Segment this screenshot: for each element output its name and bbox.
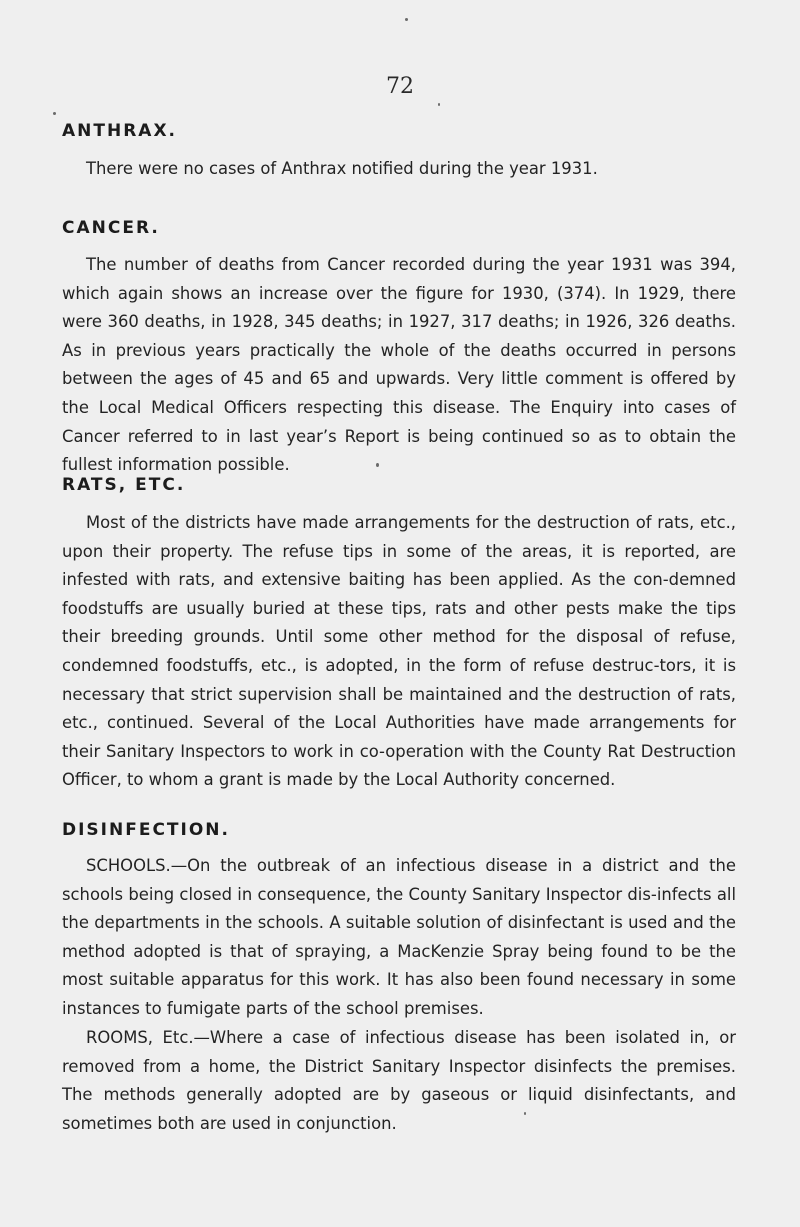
print-speck [405, 18, 408, 21]
rats-heading: RATS, ETC. [62, 475, 186, 495]
print-speck [53, 112, 56, 115]
print-speck [524, 1112, 526, 1115]
cancer-paragraph: The number of deaths from Cancer recorded during the year 1931 was 394, which again shows an increase over the figure for 1930, (374). In 1929, there were 360 deaths, in 1928, 345 deaths; in 1927, 317 deaths; in 1926, 326 deaths. As in previous years practically the whole of the deaths occurred in persons between the ages of 45 and 65 and upwards. Very little comment is offered by the Local Medical Officers respecting this disease. The Enquiry into cases of Cancer referred to in last year’s Report is being continued so as to obtain the fullest information possible. [62, 255, 736, 475]
cancer-heading: CANCER. [62, 218, 160, 238]
rooms-paragraph: ROOMS, Etc.—Where a case of infectious disease has been isolated in, or removed from a home, the District Sanitary Inspector disinfects the premises. The methods generally adopted are by gaseous or liquid disinfectants, and sometimes both are used in conjunction. [62, 1028, 736, 1133]
schools-paragraph: SCHOOLS.—On the outbreak of an infectious disease in a district and the schools being closed in consequence, the County Sanitary Inspector dis-infects all the departments in the schools. A suitable solution of disinfectant is used and the method adopted is that of spraying, a MacKenzie Spray being found to be the most suitable apparatus for this work. It has also been found necessary in some instances to fumigate parts of the school premises. [62, 856, 736, 1018]
anthrax-paragraph: There were no cases of Anthrax notified during the year 1931. [86, 159, 598, 178]
print-speck [376, 463, 379, 467]
page-number: 72 [386, 74, 414, 99]
anthrax-heading: ANTHRAX. [62, 121, 178, 141]
disinfection-heading: DISINFECTION. [62, 820, 230, 840]
print-speck [438, 103, 440, 106]
rats-paragraph: Most of the districts have made arrangements for the destruction of rats, etc., upon their property. The refuse tips in some of the areas, it is reported, are infested with rats, and extensive baiting has been applied. As the con-demned foodstuffs are usually buried at these tips, rats and other pests make the tips their breeding grounds. Until some other method for the disposal of refuse, condemned foodstuffs, etc., is adopted, in the form of refuse destruc-tors, it is necessary that strict supervision shall be maintained and the destruction of rats, etc., continued. Several of the Local Authorities have made arrangements for their Sanitary Inspectors to work in co-operation with the County Rat Destruction Officer, to whom a grant is made by the Local Authority concerned. [62, 513, 736, 790]
